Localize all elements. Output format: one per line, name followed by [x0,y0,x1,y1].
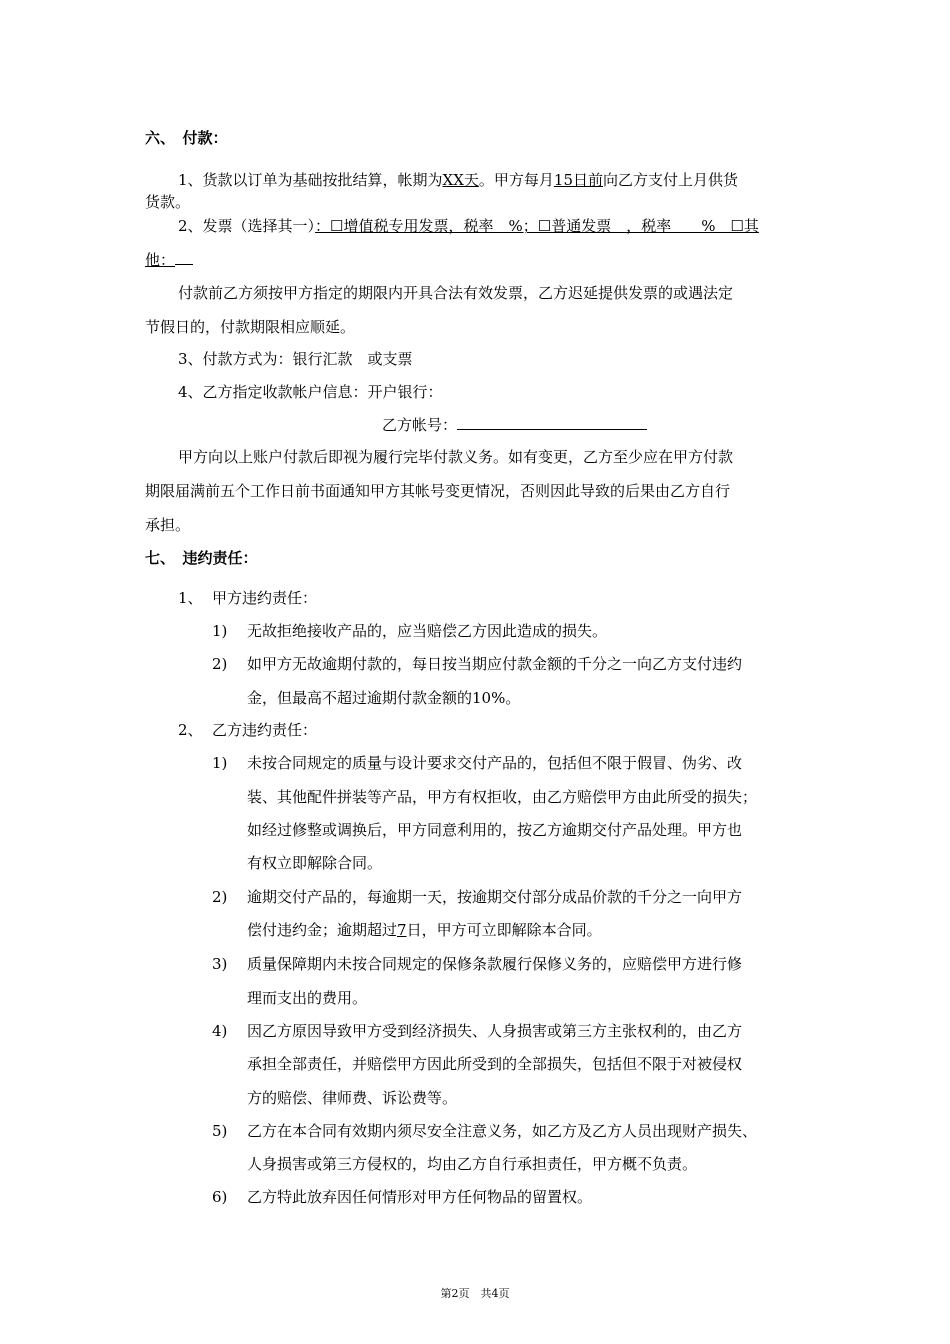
invoice-deadline-text: 付款前乙方须按甲方指定的期限内开具合法有效发票，乙方迟延提供发票的或遇法定 [178,284,734,302]
account-change-text-3: 承担。 [145,516,191,534]
party-b-item-1-cont: 如经过修整或调换后，甲方同意利用的，按乙方逾期交付产品处理。甲方也 [247,821,743,839]
account-number: 乙方帐号： [382,415,647,435]
party-b-item-3-cont: 理而支出的费用。 [247,989,368,1007]
list-number: 4) [212,1022,228,1040]
party-b-item-4: 因乙方原因导致甲方受到经济损失、人身损害或第三方主张权利的，由乙方 [247,1022,743,1040]
party-b-liability-title: 乙方违约责任： [212,721,318,739]
party-b-item-6: 乙方特此放弃因任何情形对甲方任何物品的留置权。 [247,1188,593,1206]
party-a-item-2: 如甲方无故逾期付款的，每日按当期应付款金额的千分之一向乙方支付违约 [247,655,743,673]
party-a-liability-title: 甲方违约责任： [212,589,318,607]
bank-info: 4、乙方指定收款帐户信息：开户银行： [178,383,443,401]
party-b-item-1-cont: 有权立即解除合同。 [247,854,383,872]
list-number: 2) [212,888,228,906]
payment-term: XX天 [442,171,479,189]
party-a-item-2-cont: 金，但最高不超过逾期付款金额的10%。 [247,689,521,707]
list-number: 3) [212,955,228,973]
list-number: 1) [212,754,228,772]
party-b-item-1-cont: 装、其他配件拼装等产品，甲方有权拒收，由乙方赔偿甲方由此所受的损失； [247,788,758,806]
party-b-item-1: 未按合同规定的质量与设计要求交付产品的，包括但不限于假冒、伪劣、改 [247,754,743,772]
account-change-text: 甲方向以上账户付款后即视为履行完毕付款义务。如有变更，乙方至少应在甲方付款 [178,448,734,466]
payment-clause-1: 1、货款以订单为基础按批结算，帐期为XX天。甲方每月15日前向乙方支付上月供货 [178,171,739,189]
party-b-item-5-cont: 人身损害或第三方侵权的，均由乙方自行承担责任，甲方概不负责。 [247,1155,698,1173]
party-b-item-5: 乙方在本合同有效期内须尽安全注意义务，如乙方及乙方人员出现财产损失、 [247,1122,758,1140]
party-b-item-3: 质量保障期内未按合同规定的保修条款履行保修义务的，应赔偿甲方进行修 [247,955,743,973]
list-number: 6) [212,1188,228,1206]
section-7-title: 七、 违约责任： [145,549,258,567]
section-6-title: 六、 付款： [145,129,228,147]
invoice-deadline-text-cont: 节假日的，付款期限相应顺延。 [145,318,356,336]
account-change-text-2: 期限届满前五个工作日前书面通知甲方其帐号变更情况，否则因此导致的后果由乙方自行 [145,482,731,500]
payment-method: 3、付款方式为：银行汇款 或支票 [178,350,413,368]
page-footer: 第2页 共4页 [440,1287,510,1300]
party-b-item-4-cont: 承担全部责任，并赔偿甲方因此所受到的全部损失，包括但不限于对被侵权 [247,1055,743,1073]
payment-clause-1-cont: 货款。 [145,193,191,211]
party-b-liability-num: 2、 [178,721,203,739]
invoice-clause-cont: 他： [145,250,193,270]
list-number: 1) [212,622,228,640]
overdue-days: 7 [397,921,407,939]
party-b-item-2-cont: 偿付违约金；逾期超过7日，甲方可立即解除本合同。 [247,921,602,939]
payment-date: 15日前 [553,171,604,189]
party-a-liability-num: 1、 [178,589,203,607]
invoice-clause: 2、发票（选择其一）：☐增值税专用发票，税率 %；☐普通发票 ，税率 % ☐其 [178,217,759,235]
party-b-item-2: 逾期交付产品的，每逾期一天，按逾期交付部分成品价款的千分之一向甲方 [247,888,743,906]
list-number: 2) [212,655,228,673]
list-number: 5) [212,1122,228,1140]
party-a-item-1: 无故拒绝接收产品的，应当赔偿乙方因此造成的损失。 [247,622,608,640]
invoice-options: ：☐增值税专用发票，税率 %；☐普通发票 ，税率 % ☐其 [315,217,759,235]
party-b-item-4-cont: 方的赔偿、律师费、诉讼费等。 [247,1089,458,1107]
